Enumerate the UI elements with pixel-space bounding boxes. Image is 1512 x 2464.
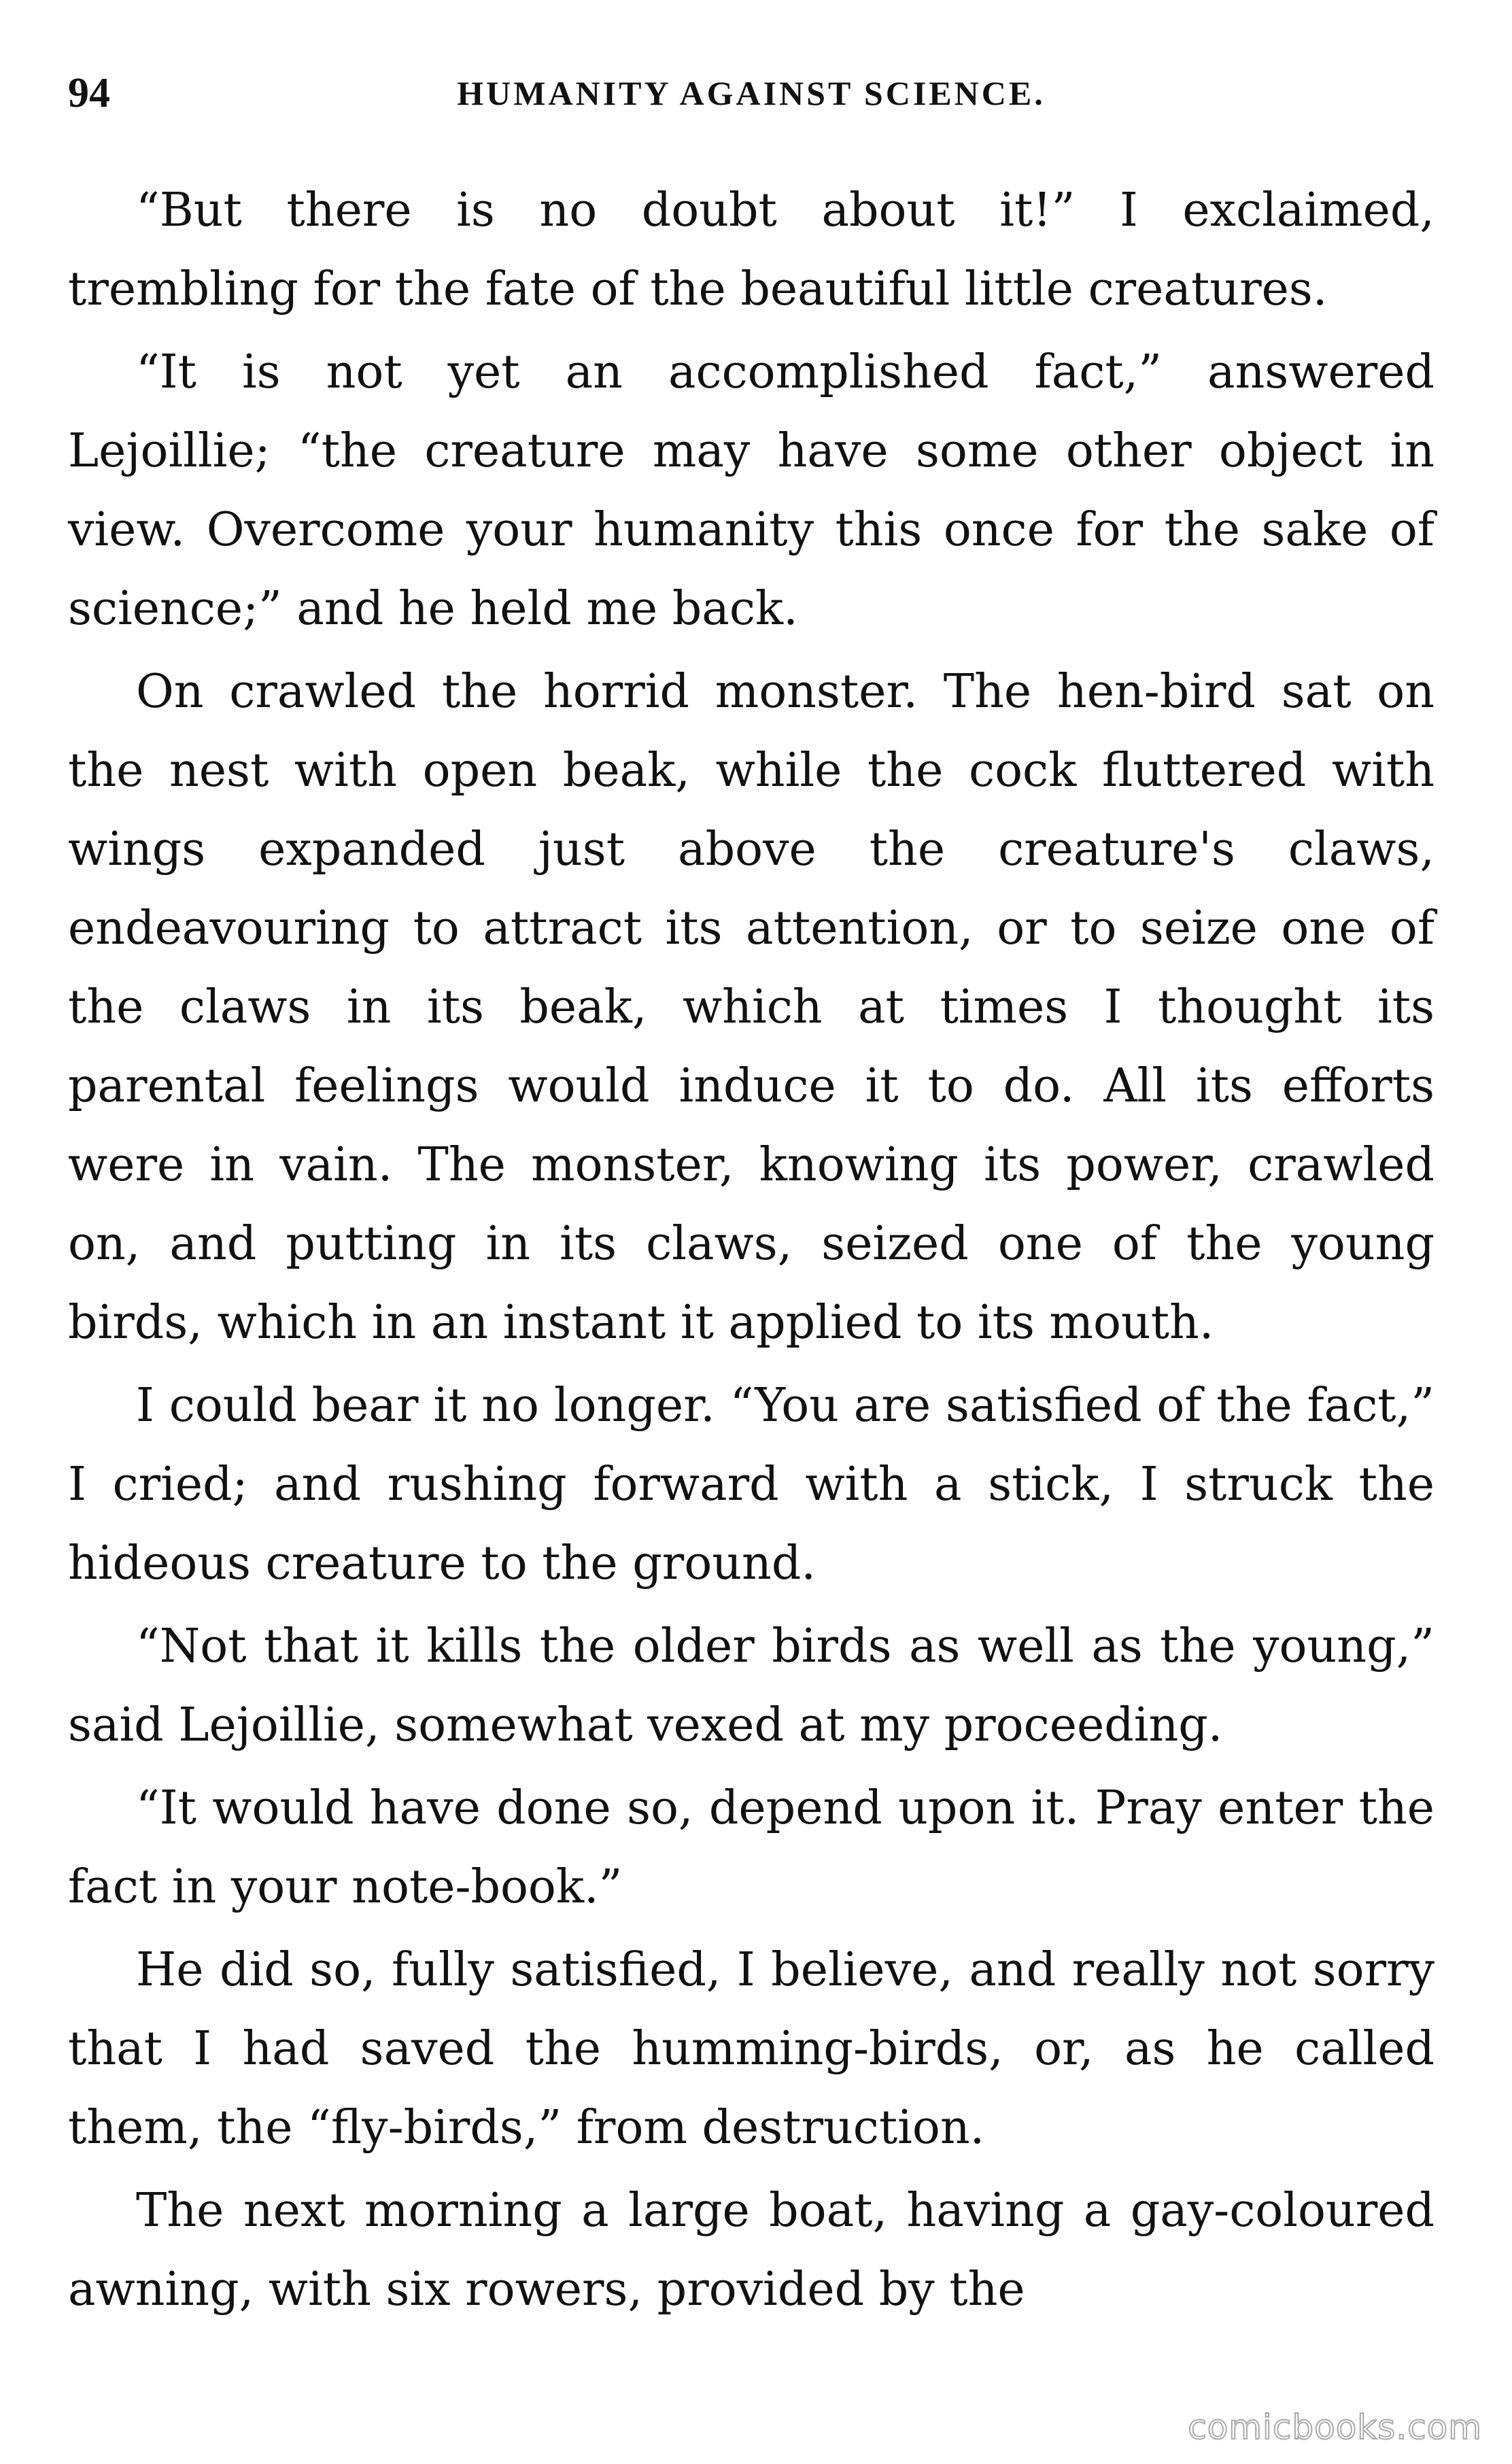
paragraph-7: He did so, fully satisfied, I believe, and really not sorry that I had saved the humming-birds, or, as he called them, the “fly-birds,” from destruction. xyxy=(68,1943,1434,2155)
paragraph-6: “It would have done so, depend upon it. Pray enter the fact in your note-book.” xyxy=(68,1781,1434,1914)
paragraph-1: “But there is no doubt about it!” I exclaimed, trembling for the fate of the beautiful little creatures. xyxy=(68,184,1434,316)
paragraph-3: On crawled the horrid monster. The hen-bird sat on the nest with open beak, while the cock fluttered with wings expanded just above the creature's claws, endeavouring to attract its attention, or to seize one of the claws in its beak, which at times I thought its parental feelings would induce it to do. All its efforts were in vain. The monster, knowing its power, crawled on, and putting in its claws, seized one of the young birds, which in an instant it applied to its mouth. xyxy=(68,665,1434,1350)
paragraph-5: “Not that it kills the older birds as well as the young,” said Lejoillie, somewhat vexed at my proceeding. xyxy=(68,1620,1434,1752)
paragraph-4: I could bear it no longer. “You are satisfied of the fact,” I cried; and rushing forward with a stick, I struck the hideous creature to the ground. xyxy=(68,1379,1434,1590)
running-head xyxy=(68,63,1434,124)
page-number: 94 xyxy=(68,70,110,116)
running-title: HUMANITY AGAINST SCIENCE. xyxy=(457,74,1046,112)
watermark: comicbooks.com xyxy=(1188,2408,1482,2447)
paragraph-8: The next morning a large boat, having a gay-coloured awning, with six rowers, provided by the xyxy=(68,2184,1434,2316)
body-text xyxy=(68,171,1434,2333)
paragraph-2: “It is not yet an accomplished fact,” answered Lejoillie; “the creature may have some other object in view. Overcome your humanity this once for the sake of science;” and he held me back. xyxy=(68,345,1434,636)
